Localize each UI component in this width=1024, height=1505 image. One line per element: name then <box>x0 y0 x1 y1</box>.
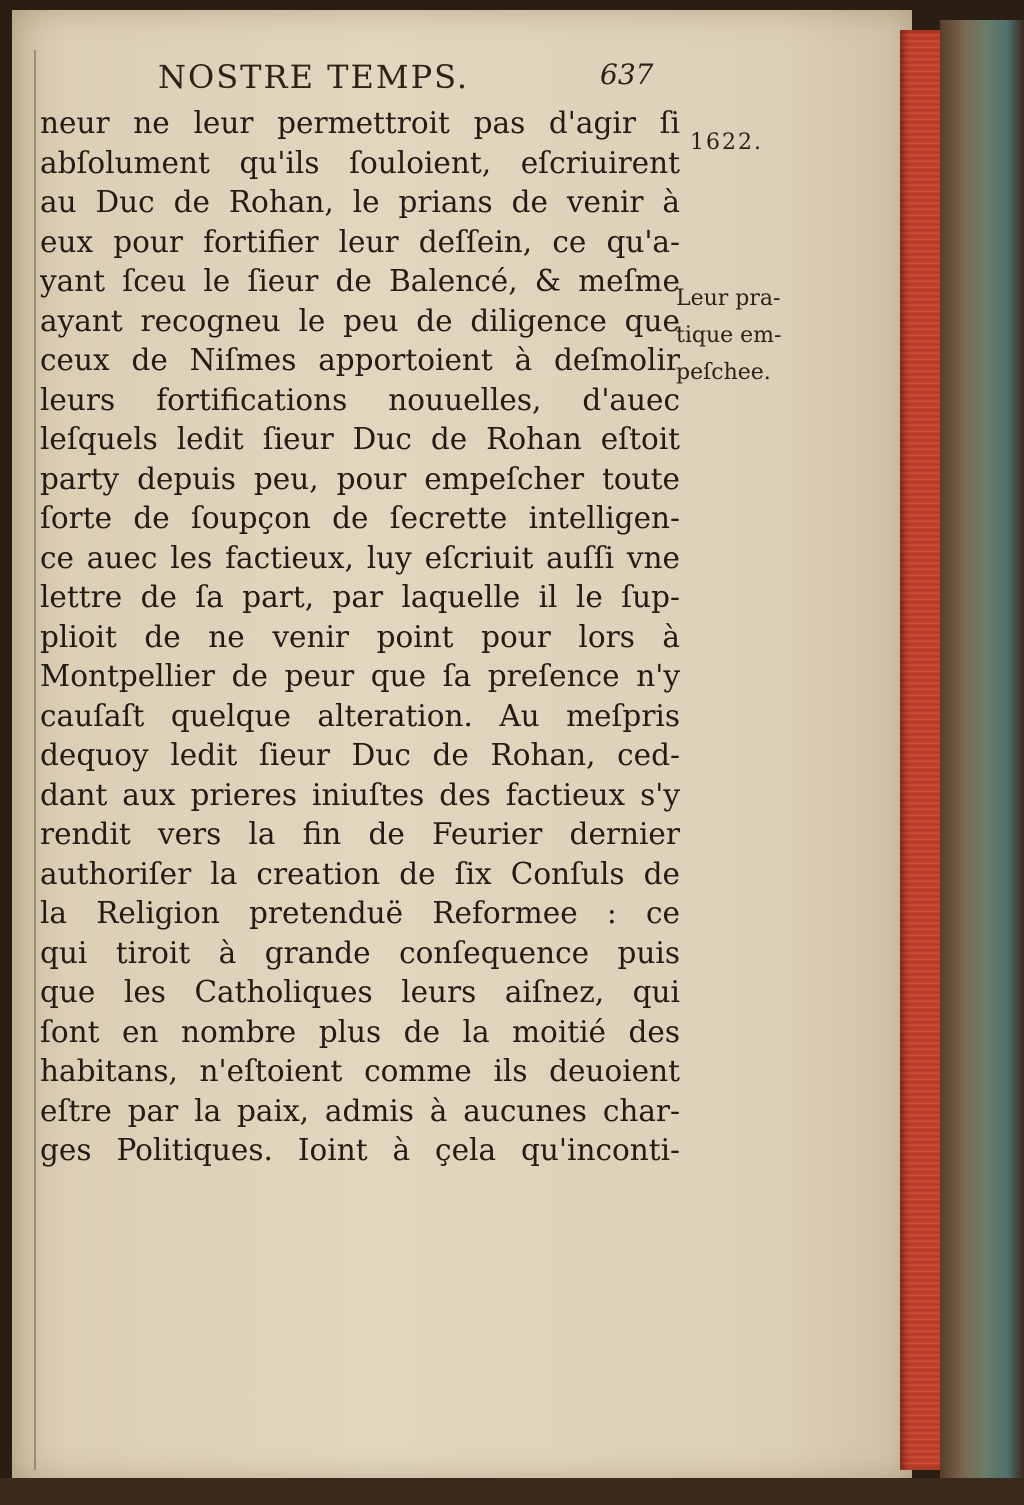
margin-note-line: tique em- <box>676 323 782 348</box>
margin-year: 1622. <box>690 130 763 155</box>
text-line: ſont en nombre plus de la moitié des <box>40 1014 680 1049</box>
margin-note-line: Leur pra- <box>676 286 781 311</box>
text-line: abſolument qu'ils ſouloient, eſcriuirent <box>40 145 680 180</box>
text-line: dant aux prieres iniuſtes des factieux s'y <box>40 777 680 812</box>
text-line: leſquels ledit ſieur Duc de Rohan eſtoit <box>40 422 680 456</box>
text-line: que les Catholiques leurs aiſnez, qui <box>40 975 680 1009</box>
text-line: rendit vers la fin de Feurier dernier <box>40 817 680 851</box>
text-line: dequoy ledit ſieur Duc de Rohan, ced- <box>40 738 680 772</box>
text-line: authoriſer la creation de ſix Conſuls de <box>40 856 680 891</box>
text-line: habitans, n'eſtoient comme ils deuoient <box>40 1054 680 1088</box>
red-page-edge <box>900 30 940 1470</box>
text-line: eſtre par la paix, admis à aucunes char- <box>40 1093 680 1128</box>
text-line: plioit de ne venir point pour lors à <box>40 619 680 654</box>
text-line: cauſaſt quelque alteration. Au meſpris <box>40 698 680 733</box>
body-text <box>40 104 680 1171</box>
text-line: ce auec les factieux, luy eſcriuit auſſi vne <box>40 540 680 575</box>
gutter-shadow <box>34 50 36 1470</box>
text-line: lettre de ſa part, par laquelle il le ſup- <box>40 580 680 614</box>
text-line: au Duc de Rohan, le prians de venir à <box>40 185 680 219</box>
text-line: party depuis peu, pour empeſcher toute <box>40 461 680 496</box>
page-number: 637 <box>600 58 654 91</box>
text-line: ayant recogneu le peu de diligence que <box>40 303 680 338</box>
margin-note <box>676 280 826 391</box>
text-line: leurs fortifications nouuelles, d'auec <box>40 382 680 417</box>
margin-note-line: peſchee. <box>676 360 771 385</box>
text-line: Montpellier de peur que ſa preſence n'y <box>40 659 680 693</box>
text-line: ceux de Niſmes apportoient à deſmolir <box>40 343 680 377</box>
book-cover-edge <box>940 20 1024 1505</box>
bottom-shadow <box>0 1478 1024 1505</box>
text-line: eux pour fortifier leur deſſein, ce qu'a- <box>40 224 680 259</box>
text-line: neur ne leur permettroit pas d'agir ſi <box>40 106 680 140</box>
text-line: ſorte de ſoupçon de ſecrette intelligen- <box>40 501 680 535</box>
text-line: ges Politiques. Ioint à çela qu'inconti- <box>40 1133 680 1167</box>
text-line: la Religion pretenduë Reformee : ce <box>40 896 680 930</box>
text-line: qui tiroit à grande conſequence puis <box>40 935 680 970</box>
running-head: NOSTRE TEMPS. <box>158 58 470 96</box>
text-line: yant ſceu le ſieur de Balencé, & meſme <box>40 264 680 298</box>
